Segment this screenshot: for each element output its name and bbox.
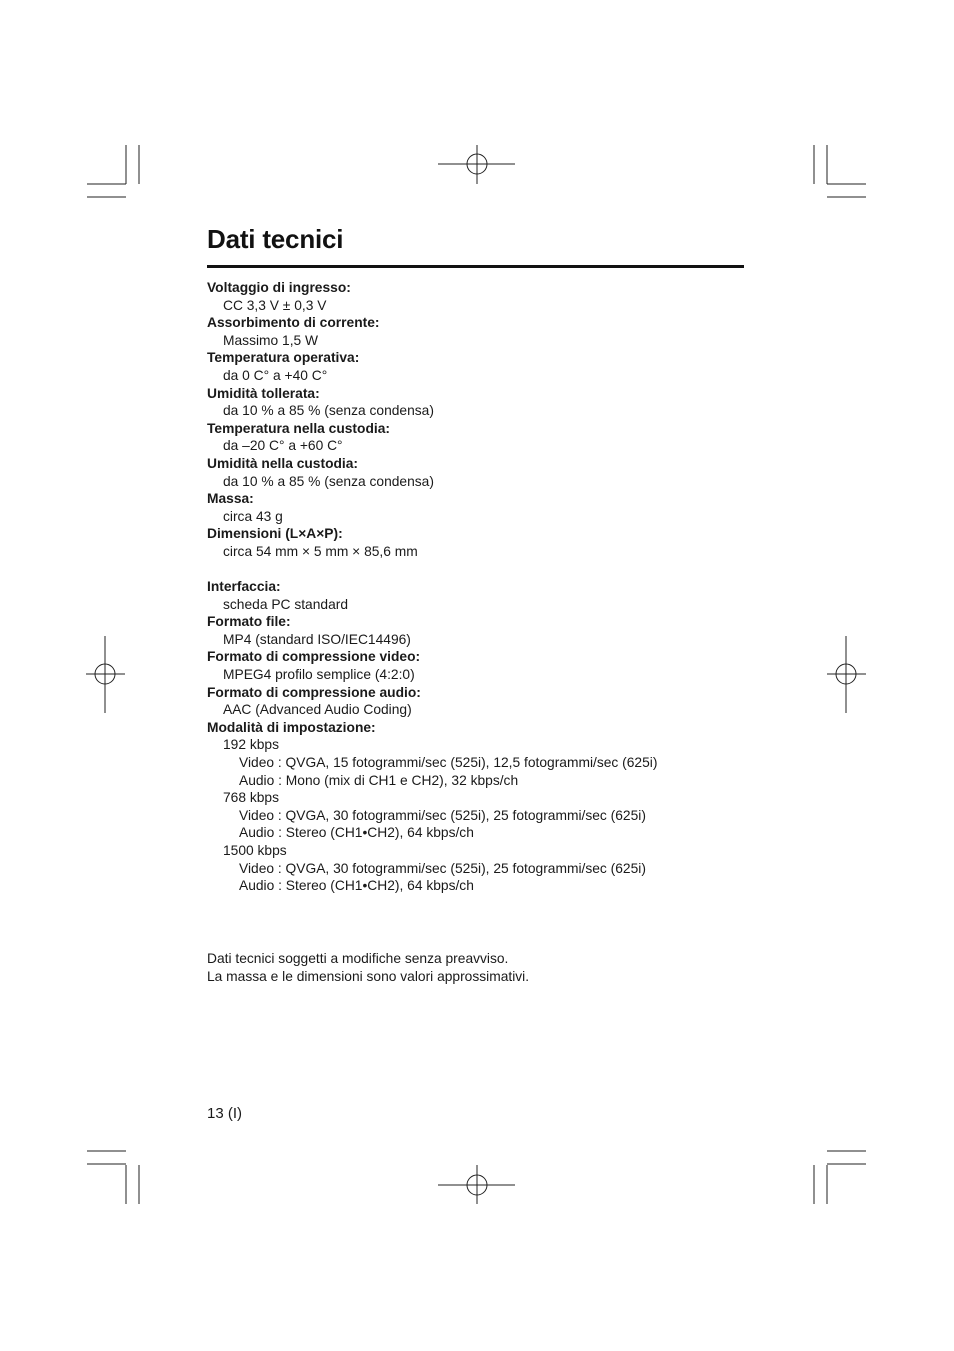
spec-value: AAC (Advanced Audio Coding) [223,702,412,718]
mode-rate: 192 kbps [223,737,279,753]
spec-storage-temperature [207,420,747,455]
spec-label: Formato di compressione video: [207,649,421,665]
spec-value: MP4 (standard ISO/IEC14496) [223,631,411,647]
mode-video: Video : QVGA, 30 fotogrammi/sec (525i), 25 fotogrammi/sec (625i) [239,860,646,876]
mode-video: Video : QVGA, 30 fotogrammi/sec (525i), 25 fotogrammi/sec (625i) [239,807,646,823]
registration-mark-bottom [438,1165,515,1204]
title-rule [207,265,744,268]
spec-file-format [207,613,747,648]
spec-value: da 0 C° a +40 C° [223,367,328,383]
registration-mark-left [86,636,125,713]
spec-interface [207,578,747,613]
page-number: 13 (I) [207,1105,243,1122]
spec-operating-temperature [207,349,747,384]
spec-value: circa 43 g [223,508,283,524]
spec-label: Umidità nella custodia: [207,455,359,471]
spec-value: da 10 % a 85 % (senza condensa) [223,473,434,489]
spec-label: Interfaccia: [207,579,281,595]
mode-video: Video : QVGA, 15 fotogrammi/sec (525i), 12,5 fotogrammi/sec (625i) [239,755,658,771]
spec-value: CC 3,3 V ± 0,3 V [223,297,327,313]
spec-input-voltage [207,279,747,314]
spec-label: Massa: [207,491,254,507]
spec-video-compression [207,648,747,683]
note-line: La massa e le dimensioni sono valori approssimativi. [207,968,530,984]
spec-storage-humidity [207,455,747,490]
spec-operating-humidity [207,385,747,420]
specifications-list [207,279,747,895]
spec-power-consumption [207,314,747,349]
spec-label: Formato file: [207,614,291,630]
spec-setting-modes [207,719,747,895]
spec-audio-compression [207,684,747,719]
spec-value: MPEG4 profilo semplice (4:2:0) [223,667,415,683]
spec-label: Modalità di impostazione: [207,719,376,735]
spec-label: Dimensioni (L×A×P): [207,526,343,542]
spec-value: da 10 % a 85 % (senza condensa) [223,403,434,419]
spacer [207,561,747,579]
registration-mark-right [827,636,866,713]
spec-value: Massimo 1,5 W [223,332,319,348]
spec-label: Temperatura nella custodia: [207,420,390,436]
spec-label: Umidità tollerata: [207,385,320,401]
footnotes [207,950,529,985]
spec-label: Assorbimento di corrente: [207,315,380,331]
mode-rate: 768 kbps [223,790,279,806]
spec-value: circa 54 mm × 5 mm × 85,6 mm [223,543,418,559]
spec-value: scheda PC standard [223,596,349,612]
spec-label: Voltaggio di ingresso: [207,280,351,295]
mode-audio: Audio : Stereo (CH1•CH2), 64 kbps/ch [239,878,474,894]
spec-value: da –20 C° a +60 C° [223,438,343,454]
spec-label: Temperatura operativa: [207,350,360,366]
registration-mark-top [438,145,515,184]
spec-mass [207,490,747,525]
mode-audio: Audio : Stereo (CH1•CH2), 64 kbps/ch [239,825,474,841]
spec-label: Formato di compressione audio: [207,684,421,700]
spec-dimensions [207,525,747,560]
mode-rate: 1500 kbps [223,843,287,858]
note-line: Dati tecnici soggetti a modifiche senza preavviso. [207,951,509,966]
page-title: Dati tecnici [207,224,344,254]
mode-audio: Audio : Mono (mix di CH1 e CH2), 32 kbps/ch [239,772,519,788]
